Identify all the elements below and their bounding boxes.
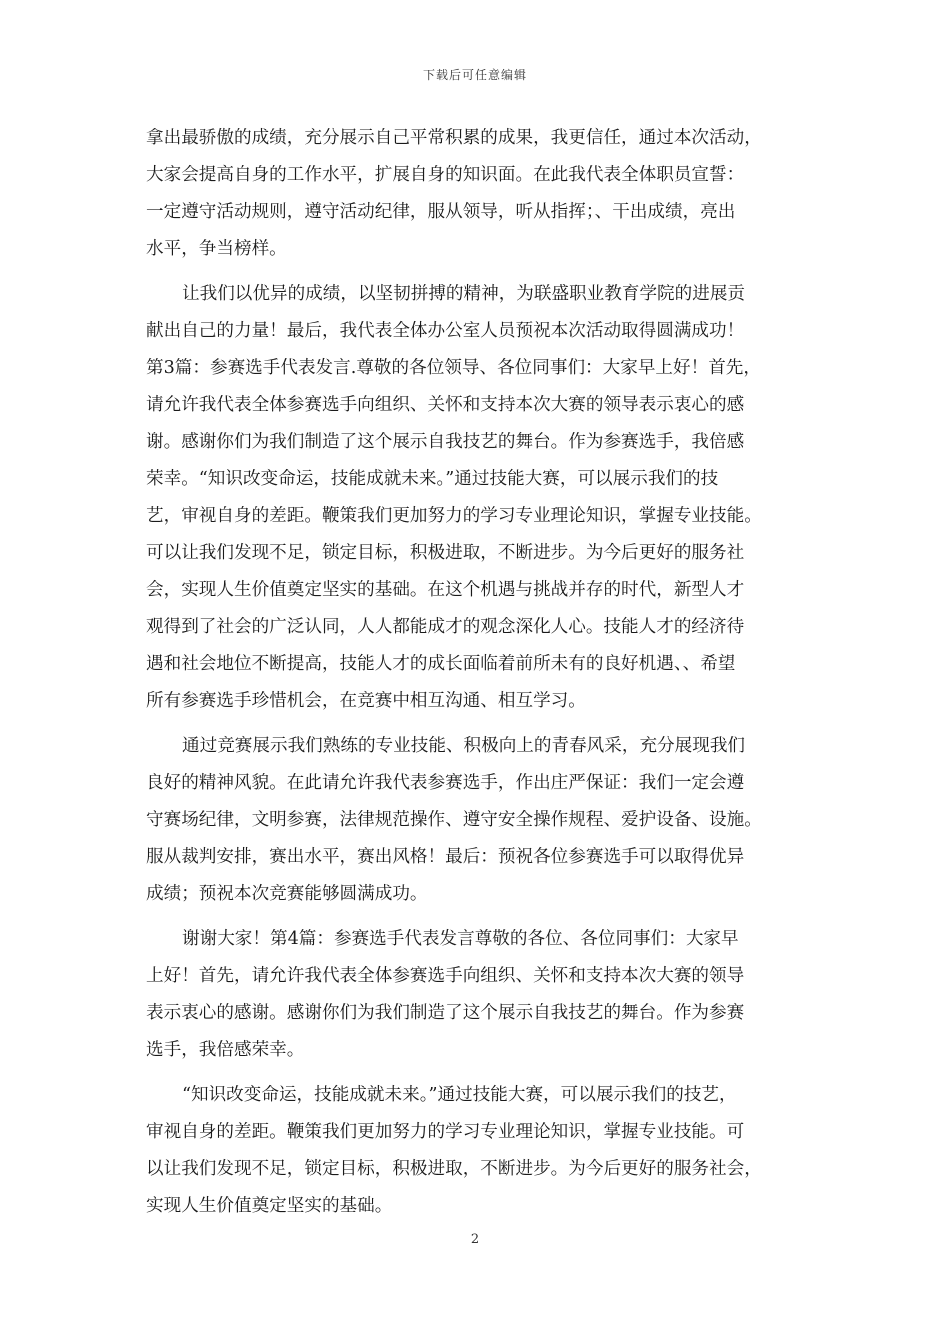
text-line: 会，实现人生价值奠定坚实的基础。在这个机遇与挑战并存的时代，新型人才 (146, 580, 745, 600)
text-line: 请允许我代表全体参赛选手向组织、关怀和支持本次大赛的领导表示衷心的感 (146, 395, 745, 415)
text-line: 通过竞赛展示我们熟练的专业技能、积极向上的青春风采，充分展现我们 (182, 736, 746, 756)
text-line: 可以让我们发现不足，锁定目标，积极进取，不断进步。为今后更好的服务社 (146, 543, 745, 563)
text-line: 服从裁判安排，赛出水平，赛出风格！最后：预祝各位参赛选手可以取得优异 (146, 847, 745, 867)
text-line: “知识改变命运，技能成就未来。”通过技能大赛，可以展示我们的技艺， (182, 1085, 737, 1105)
paragraph (146, 921, 806, 1069)
text-line: 艺，审视自身的差距。鞭策我们更加努力的学习专业理论知识，掌握专业技能。 (146, 506, 762, 526)
paragraph (146, 120, 806, 268)
paragraph (146, 1077, 806, 1225)
paragraph (146, 276, 806, 720)
text-line: 所有参赛选手珍惜机会，在竞赛中相互沟通、相互学习。 (146, 691, 586, 711)
text-line: 上好！首先，请允许我代表全体参赛选手向组织、关怀和支持本次大赛的领导 (146, 966, 745, 986)
text-line: 大家会提高自身的工作水平，扩展自身的知识面。在此我代表全体职员宣誓： (146, 165, 745, 185)
text-line: 实现人生价值奠定坚实的基础。 (146, 1196, 393, 1216)
text-line: 荣幸。“知识改变命运，技能成就未来。”通过技能大赛，可以展示我们的技 (146, 469, 719, 489)
text-line: 水平，争当榜样。 (146, 239, 287, 259)
text-line: 成绩；预祝本次竞赛能够圆满成功。 (146, 884, 428, 904)
text-line: 良好的精神风貌。在此请允许我代表参赛选手，作出庄严保证：我们一定会遵 (146, 773, 745, 793)
text-line: 谢谢大家！第4篇：参赛选手代表发言尊敬的各位、各位同事们：大家早 (182, 929, 739, 949)
text-line: 审视自身的差距。鞭策我们更加努力的学习专业理论知识，掌握专业技能。可 (146, 1122, 745, 1142)
page-number: 2 (470, 1232, 480, 1247)
text-line: 表示衷心的感谢。感谢你们为我们制造了这个展示自我技艺的舞台。作为参赛 (146, 1003, 745, 1023)
page-header: 下载后可任意编辑 (422, 68, 527, 82)
text-line: 献出自己的力量！最后，我代表全体办公室人员预祝本次活动取得圆满成功！ (146, 321, 745, 341)
text-line: 以让我们发现不足，锁定目标，积极进取，不断进步。为今后更好的服务社会， (146, 1159, 762, 1179)
text-line: 遇和社会地位不断提高，技能人才的成长面临着前所未有的良好机遇、、希望 (146, 654, 736, 674)
paragraph (146, 728, 806, 913)
text-line: 一定遵守活动规则，遵守活动纪律，服从领导，听从指挥；、干出成绩，亮出 (146, 202, 736, 222)
text-line: 拿出最骄傲的成绩，充分展示自己平常积累的成果，我更信任，通过本次活动， (146, 128, 762, 148)
text-line: 守赛场纪律，文明参赛，法律规范操作、遵守安全操作规程、爱护设备、设施。 (146, 810, 762, 830)
text-line: 谢。感谢你们为我们制造了这个展示自我技艺的舞台。作为参赛选手，我倍感 (146, 432, 745, 452)
text-line: 选手，我倍感荣幸。 (146, 1040, 305, 1060)
text-line: 让我们以优异的成绩，以坚韧拼搏的精神，为联盛职业教育学院的进展贡 (182, 284, 746, 304)
text-line: 第3篇：参赛选手代表发言.尊敬的各位领导、各位同事们：大家早上好！首先， (146, 358, 761, 378)
document-body (146, 120, 806, 1225)
text-line: 观得到了社会的广泛认同，人人都能成才的观念深化人心。技能人才的经济待 (146, 617, 745, 637)
